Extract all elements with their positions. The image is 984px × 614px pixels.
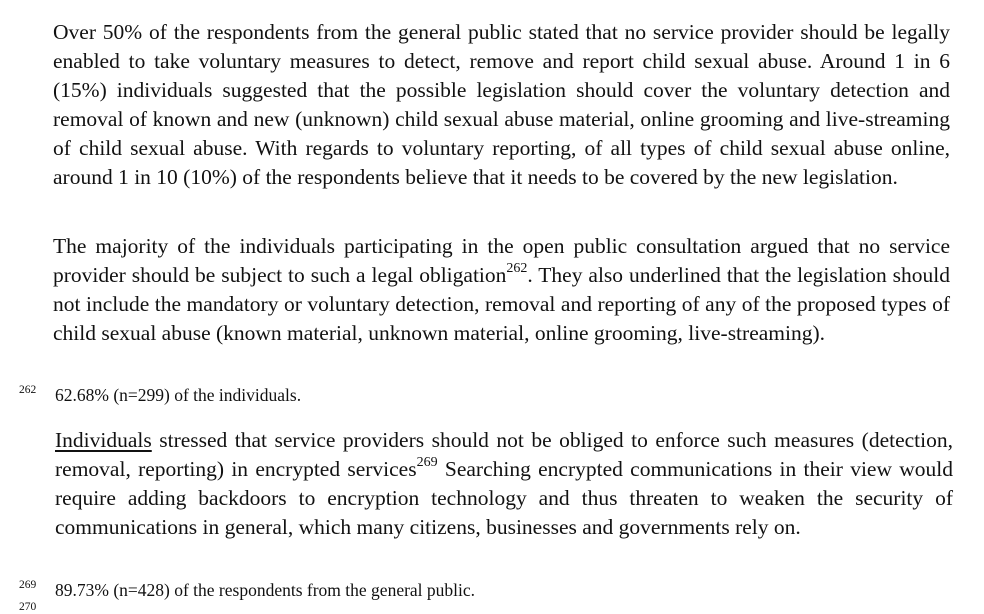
paragraph-voluntary-measures	[53, 18, 950, 192]
footnote-269-text: 89.73% (n=428) of the respondents from the general public.	[55, 580, 476, 600]
footnote-262-text: 62.68% (n=299) of the individuals.	[55, 385, 302, 405]
footnote-270-number-cut: 270	[19, 601, 37, 613]
paragraph-2-text-before: The majority of the individuals participating in the open public consultation argued that no service provider should be subject to such a legal obligation	[53, 234, 950, 287]
footnote-269-number: 269	[19, 579, 37, 591]
paragraph-1-text: Over 50% of the respondents from the general public stated that no service provider should be legally enabled to take voluntary measures to detect, remove and report child sexual abuse. Around 1 in 6 (15%) individuals suggested that the possible legislation should cover the voluntary detection and removal of known and new (unknown) child sexual abuse material, online grooming and live-streaming of child sexual abuse. With regards to voluntary reporting, of all types of child sexual abuse online, around 1 in 10 (10%) of the respondents believe that it needs to be covered by the new legislation.	[53, 20, 950, 189]
paragraph-3-text-after: Searching encrypted communications in their view would require adding backdoors to encryption technology and thus threaten to weaken the security of communications in general, which many citizens, businesses and governments rely on.	[55, 457, 954, 539]
footnote-ref-269[interactable]: 269	[416, 454, 438, 470]
paragraph-2-text-after: . They also underlined that the legislation should not include the mandatory or voluntary detection, removal and reporting of any of the proposed types of child sexual abuse (known material, unknown material, online grooming, live-streaming).	[53, 263, 950, 345]
footnote-ref-262[interactable]: 262	[506, 260, 528, 276]
paragraph-legal-obligation	[53, 232, 950, 348]
paragraph-3-text-before: stressed that service providers should not be obliged to enforce such measures (detection, removal, reporting) in encrypted services	[55, 428, 953, 481]
footnote-262-number: 262	[19, 384, 37, 396]
paragraph-3-lead: Individuals	[55, 428, 152, 452]
paragraph-encrypted-services	[55, 426, 953, 542]
